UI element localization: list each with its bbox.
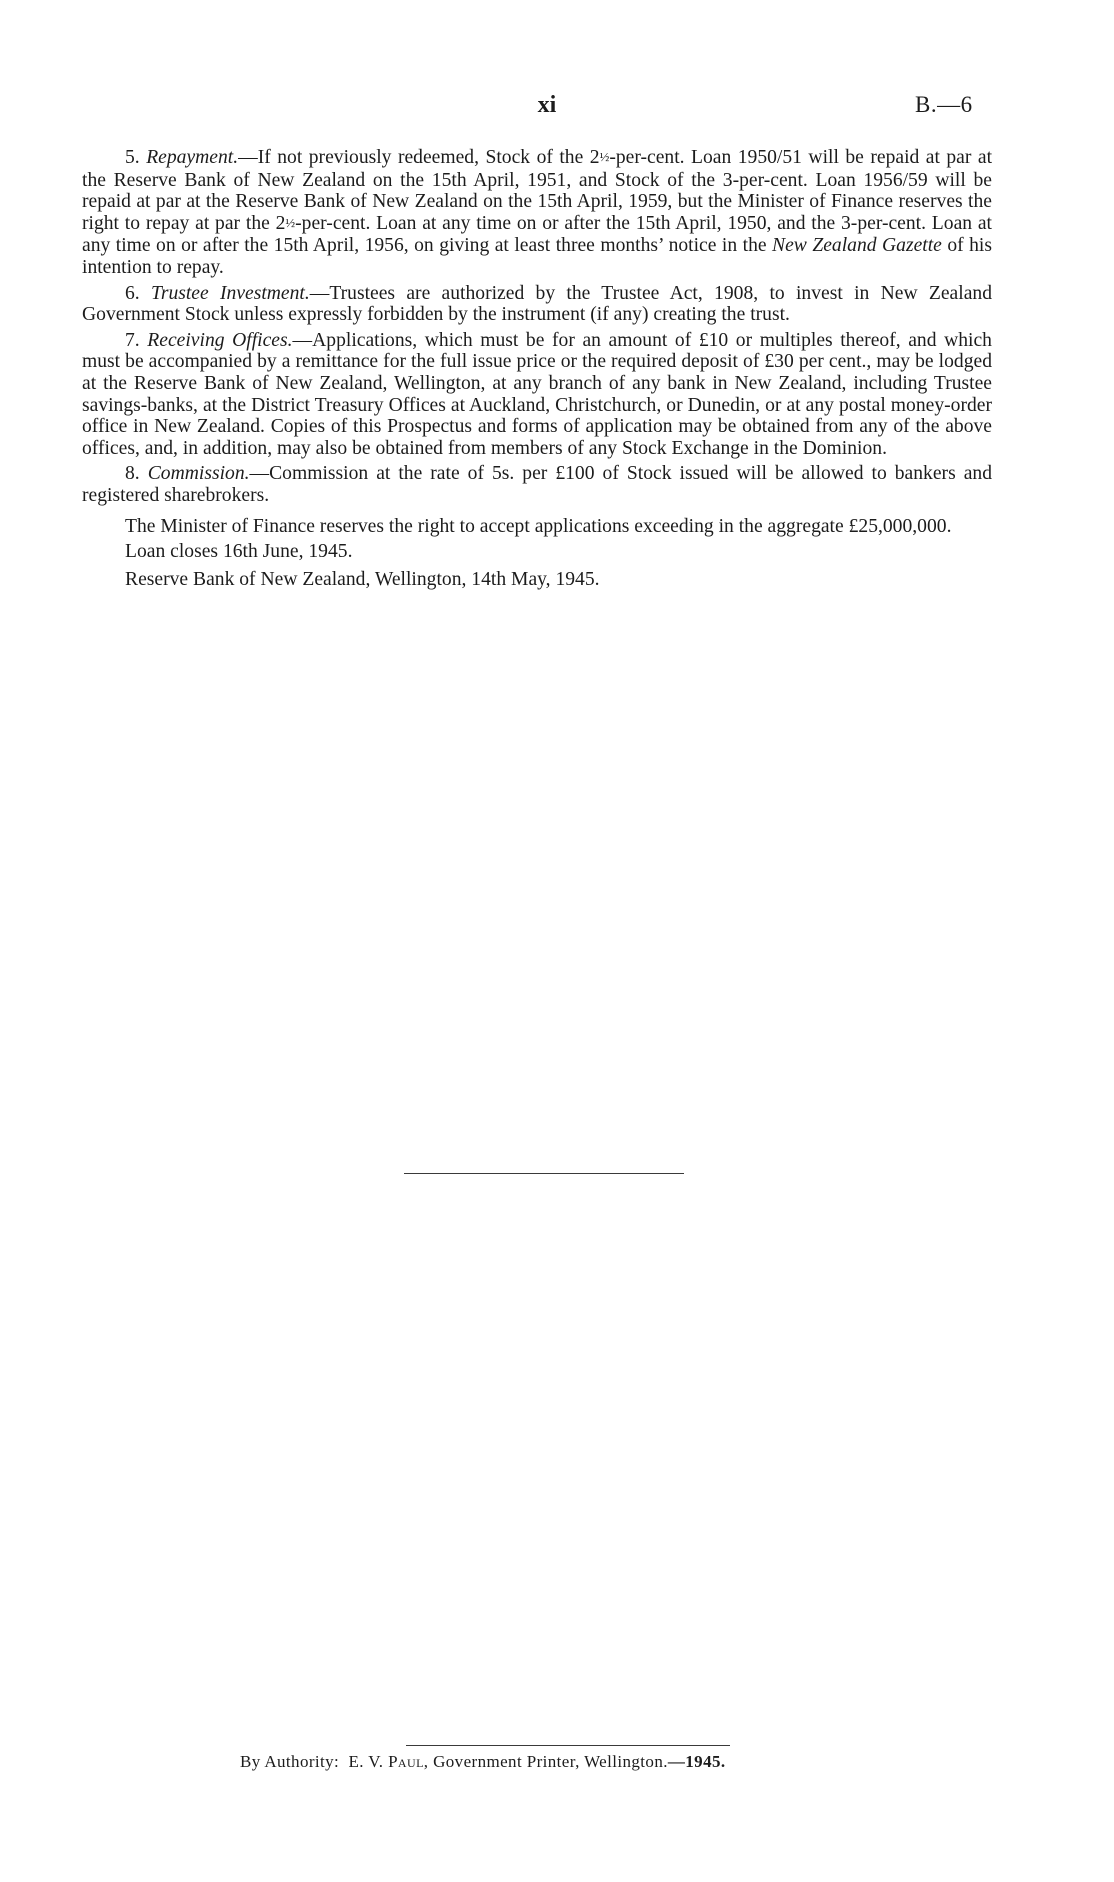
imprint-year: —1945. (667, 1752, 726, 1771)
paragraph-text: -per-cent. Loan 1950/51 will be repaid at par at the Reserve Bank of New Zealand on the 15th April, 1951, and Stock of the 3-per-cent. Loan 1956/59 will be repaid at par at the Reserve Bank of New Zealand on the 15th April, 1959, but the Minister of Finance reserves the right to repay at par the 2 (82, 147, 993, 234)
paragraph-reserve-right: The Minister of Finance reserves the right to accept applications exceeding in the aggregate £25,000,000. (125, 515, 952, 537)
paragraph-heading: Receiving Offices. (147, 329, 293, 351)
paragraph-number: 5. (125, 147, 140, 168)
paragraph-heading: Trustee Investment. (151, 282, 310, 304)
paragraph-number: 7. (125, 329, 140, 351)
paragraph-commission (82, 463, 992, 506)
paragraph-number: 6. (125, 282, 140, 304)
printer-surname: Paul (388, 1752, 424, 1771)
paragraph-number: 8. (125, 463, 140, 485)
fraction: ½ (599, 149, 610, 164)
paragraph-heading: Commission. (147, 463, 250, 485)
printer-initials: E. V. (348, 1752, 384, 1771)
gazette-title: New Zealand Gazette (772, 235, 942, 257)
printer-imprint (240, 1752, 880, 1772)
paragraph-trustee-investment (82, 283, 992, 326)
loan-closes: Loan closes 16th June, 1945. (125, 541, 353, 563)
paragraph-repayment (82, 147, 992, 279)
paragraph-text: -per-cent. Loan at any time on or after the 15th April, 1950, and the 3-per-cent. Loan at any time on or after the 15th April, 1956, on giving at least three months’ notice in the (82, 212, 992, 257)
footer-rule (406, 1745, 730, 1746)
body-text (82, 147, 992, 596)
paragraph-heading: Repayment. (146, 147, 239, 168)
printer-role: , Government Printer, Wellington. (423, 1752, 668, 1771)
signature-line: Reserve Bank of New Zealand, Wellington, 14th May, 1945. (125, 568, 600, 590)
paragraph-text: of his intention to repay. (82, 235, 992, 278)
paragraph-text: —Commission at the rate of 5s. per £100 of Stock issued will be allowed to bankers and registered sharebrokers. (82, 463, 992, 506)
paragraph-text: —Applications, which must be for an amount of £10 or multiples thereof, and which must be accompanied by a remittance for the full issue price or the required deposit of £30 per cent., may be lodged at the Reserve Bank of New Zealand, Wellington, at any branch of any bank in New Zealand, including Trustee savings-banks, at the District Treasury Offices at Auckland, Christchurch, or Dunedin, or at any postal money-order office in New Zealand. Copies of this Prospectus and forms of application may be obtained from any of the above offices, and, in addition, may also be obtained from members of any Stock Exchange in the Dominion. (82, 329, 992, 459)
document-reference: B.—6 (915, 92, 973, 117)
fraction: ½ (285, 214, 296, 230)
section-divider (404, 1173, 684, 1174)
paragraph-text: —If not previously redeemed, Stock of the 2 (238, 147, 600, 168)
imprint-prefix: By Authority: (240, 1752, 340, 1771)
paragraph-text: —Trustees are authorized by the Trustee Act, 1908, to invest in New Zealand Government Stock unless expressly forbidden by the instrument (if any) creating the trust. (82, 282, 992, 326)
page-number: xi (537, 92, 557, 118)
paragraph-receiving-offices (82, 330, 992, 460)
